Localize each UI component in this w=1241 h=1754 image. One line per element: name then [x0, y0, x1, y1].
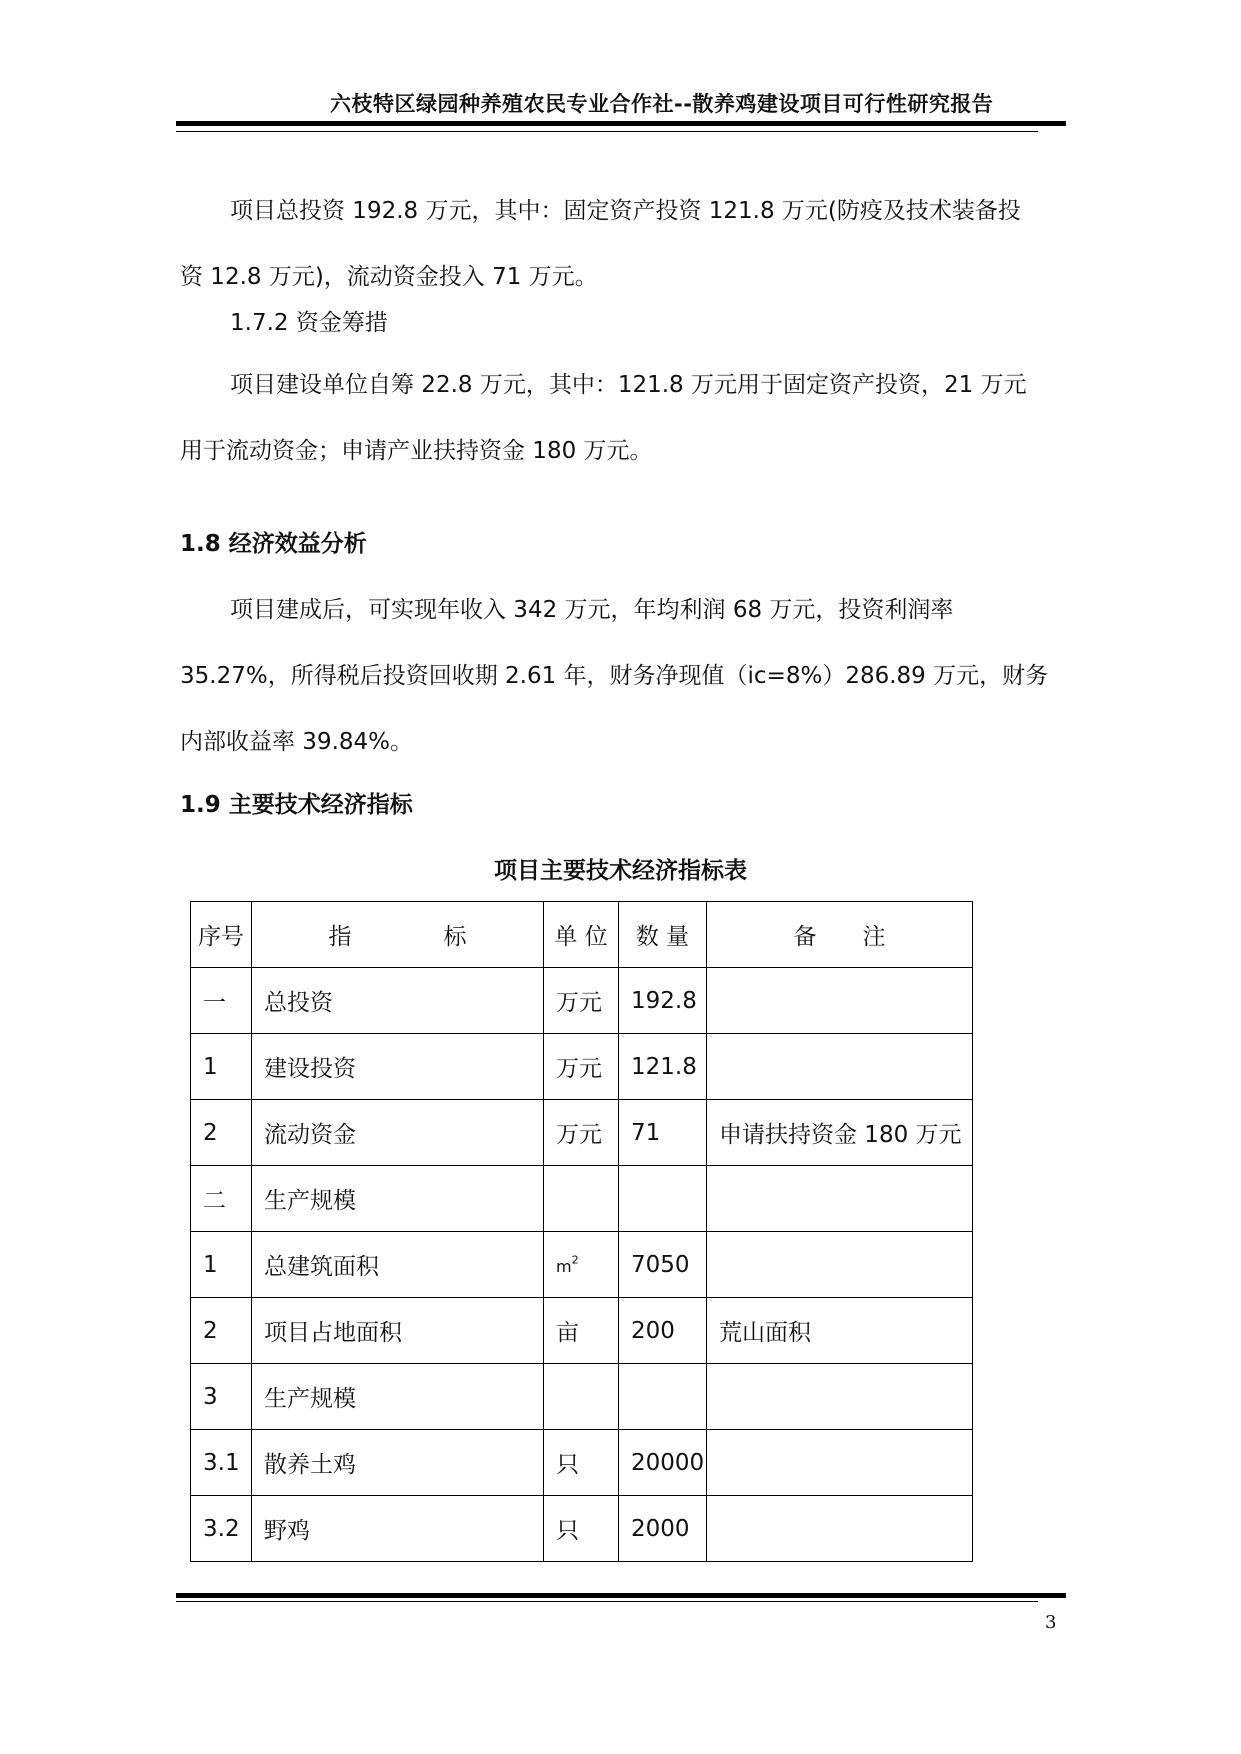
table-row	[191, 1430, 973, 1496]
cell-indicator: 总建筑面积	[252, 1232, 544, 1298]
sub-heading-funding: 1.7.2 资金筹措	[230, 310, 388, 336]
cell-quantity: 121.8	[619, 1034, 707, 1100]
cell-unit	[544, 1232, 619, 1298]
cell-quantity: 200	[619, 1298, 707, 1364]
header-cell-indicator: 指 标	[252, 902, 544, 968]
table-row	[191, 1298, 973, 1364]
cell-indicator: 散养土鸡	[252, 1430, 544, 1496]
cell-indicator: 生产规模	[252, 1364, 544, 1430]
table-row	[191, 1364, 973, 1430]
cell-index: 1	[191, 1034, 252, 1100]
header-cell-index: 序号	[191, 902, 252, 968]
header-cell-unit: 单 位	[544, 902, 619, 968]
cell-unit: 万元	[544, 968, 619, 1034]
cell-indicator: 总投资	[252, 968, 544, 1034]
cell-unit: 万元	[544, 1100, 619, 1166]
table-header-row	[191, 902, 973, 968]
cell-quantity: 71	[619, 1100, 707, 1166]
cell-remarks: 申请扶持资金 180 万元	[707, 1100, 973, 1166]
cell-quantity: 20000	[619, 1430, 707, 1496]
table-row	[191, 1496, 973, 1562]
cell-unit: 只	[544, 1496, 619, 1562]
paragraph-funding: 项目建设单位自筹 22.8 万元，其中：121.8 万元用于固定资产投资，21 万元 用于流动资金；申请产业扶持资金 180 万元。	[180, 372, 1027, 464]
cell-remarks	[707, 1232, 973, 1298]
cell-unit: 亩	[544, 1298, 619, 1364]
footer-rule-thin	[176, 1601, 1038, 1602]
heading-economic-analysis: 1.8 经济效益分析	[180, 531, 367, 557]
paragraph-economic-benefit: 项目建成后，可实现年收入 342 万元，年均利润 68 万元，投资利润率 35.27%，所得税后投资回收期 2.61 年，财务净现值（ic=8%）286.89 万元，财务 内部收益率 39.84%。	[180, 597, 1049, 755]
unit-superscript: 2	[571, 1252, 579, 1266]
cell-remarks	[707, 968, 973, 1034]
cell-indicator: 建设投资	[252, 1034, 544, 1100]
cell-indicator: 野鸡	[252, 1496, 544, 1562]
cell-index: 3.1	[191, 1430, 252, 1496]
cell-quantity: 2000	[619, 1496, 707, 1562]
cell-unit: 万元	[544, 1034, 619, 1100]
table-row	[191, 1100, 973, 1166]
cell-indicator: 生产规模	[252, 1166, 544, 1232]
cell-index: 2	[191, 1298, 252, 1364]
unit-square-meter: m	[556, 1256, 572, 1276]
cell-remarks	[707, 1364, 973, 1430]
cell-quantity	[619, 1364, 707, 1430]
cell-index: 1	[191, 1232, 252, 1298]
cell-index: 2	[191, 1100, 252, 1166]
page-number: 3	[1045, 1612, 1057, 1633]
document-header-title: 六枝特区绿园种养殖农民专业合作社--散养鸡建设项目可行性研究报告	[330, 92, 994, 116]
cell-index: 3.2	[191, 1496, 252, 1562]
cell-quantity: 7050	[619, 1232, 707, 1298]
cell-quantity: 192.8	[619, 968, 707, 1034]
cell-remarks	[707, 1496, 973, 1562]
cell-unit: 只	[544, 1430, 619, 1496]
cell-index: 一	[191, 968, 252, 1034]
footer-rule-thick	[176, 1593, 1066, 1598]
cell-remarks	[707, 1034, 973, 1100]
table-row	[191, 1232, 973, 1298]
indicator-table	[190, 901, 973, 1562]
table-row	[191, 1166, 973, 1232]
cell-remarks	[707, 1430, 973, 1496]
table-row	[191, 1034, 973, 1100]
cell-index: 3	[191, 1364, 252, 1430]
heading-main-indicators: 1.9 主要技术经济指标	[180, 792, 413, 818]
header-rule-thin	[176, 131, 1038, 132]
cell-index: 二	[191, 1166, 252, 1232]
header-cell-remarks: 备 注	[707, 902, 973, 968]
header-rule-thick	[176, 121, 1066, 126]
cell-remarks	[707, 1166, 973, 1232]
cell-remarks: 荒山面积	[707, 1298, 973, 1364]
cell-unit	[544, 1364, 619, 1430]
cell-unit	[544, 1166, 619, 1232]
header-cell-quantity: 数 量	[619, 902, 707, 968]
paragraph-investment: 项目总投资 192.8 万元，其中：固定资产投资 121.8 万元(防疫及技术装备投 资 12.8 万元)，流动资金投入 71 万元。	[180, 198, 1021, 290]
table-row	[191, 968, 973, 1034]
cell-indicator: 流动资金	[252, 1100, 544, 1166]
cell-indicator: 项目占地面积	[252, 1298, 544, 1364]
cell-quantity	[619, 1166, 707, 1232]
table-caption: 项目主要技术经济指标表	[494, 858, 747, 884]
